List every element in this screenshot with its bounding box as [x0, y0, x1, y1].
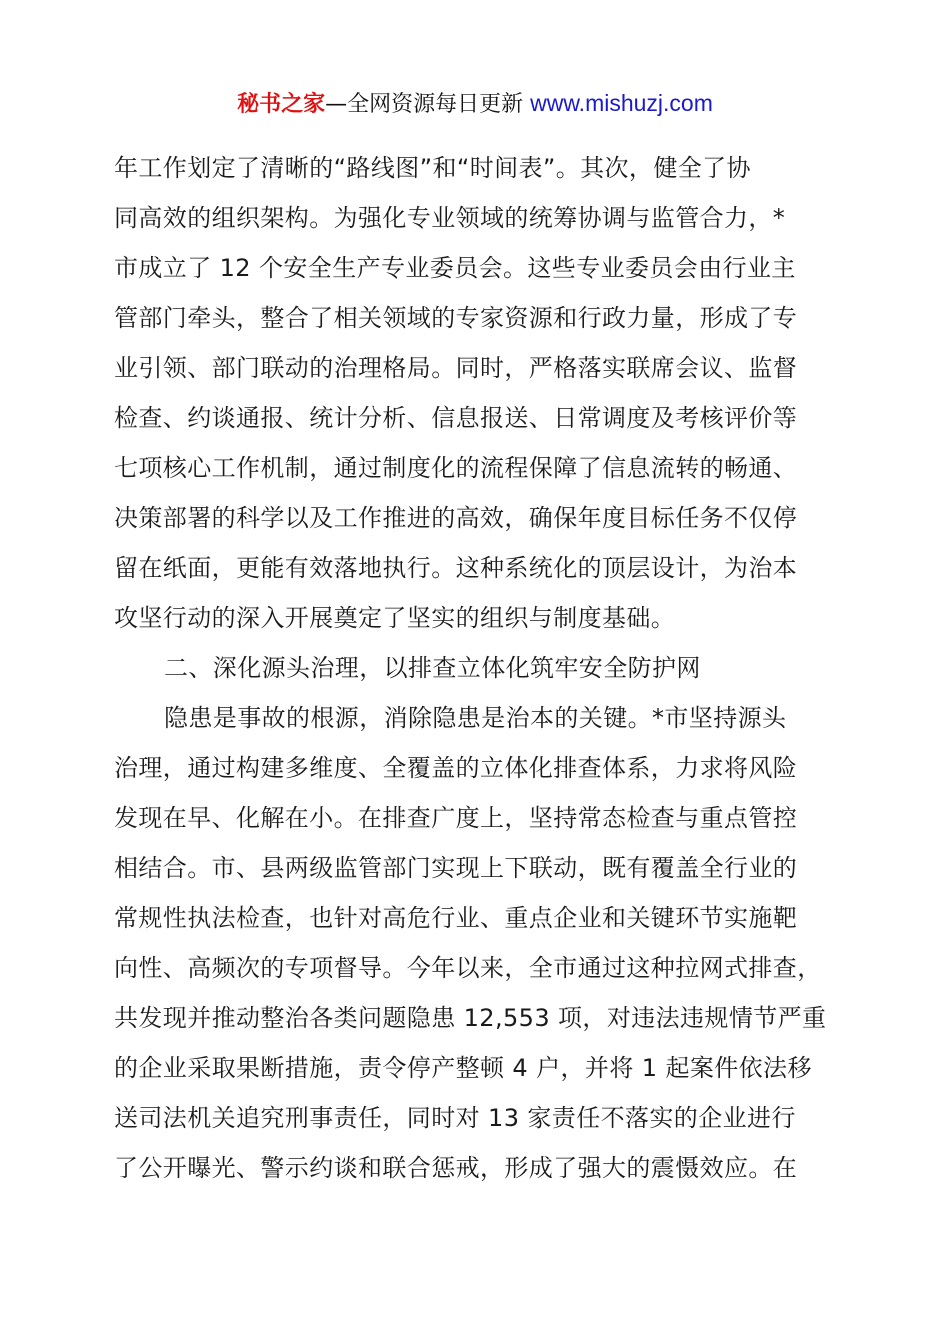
- text-line: 同高效的组织架构。为强化专业领域的统筹协调与监管合力，*: [114, 204, 786, 232]
- text-line: 决策部署的科学以及工作推进的高效，确保年度目标任务不仅停: [114, 504, 798, 532]
- text-line: 常规性执法检查，也针对高危行业、重点企业和关键环节实施靶: [114, 904, 798, 932]
- text-line: 年工作划定了清晰的“路线图”和“时间表”。其次，健全了协: [114, 154, 751, 182]
- text-line: 治理，通过构建多维度、全覆盖的立体化排查体系，力求将风险: [114, 754, 798, 782]
- section-heading: 二、深化源头治理，以排查立体化筑牢安全防护网: [164, 654, 701, 682]
- site-header: [0, 86, 950, 122]
- document-body: [114, 143, 834, 1193]
- text-line: 留在纸面，更能有效落地执行。这种系统化的顶层设计，为治本: [114, 554, 798, 582]
- brand-name: 秘书之家: [237, 92, 326, 117]
- text-line: 送司法机关追究刑事责任，同时对 13 家责任不落实的企业进行: [114, 1104, 796, 1132]
- text-line: 攻坚行动的深入开展奠定了坚实的组织与制度基础。: [114, 604, 676, 632]
- text-line: 市成立了 12 个安全生产专业委员会。这些专业委员会由行业主: [114, 254, 796, 282]
- site-url-link[interactable]: www.mishuzj.com: [530, 90, 713, 116]
- text-line: 检查、约谈通报、统计分析、信息报送、日常调度及考核评价等: [114, 404, 798, 432]
- paragraph-first-line: 隐患是事故的根源，消除隐患是治本的关键。*市坚持源头: [164, 704, 787, 732]
- text-line: 了公开曝光、警示约谈和联合惩戒，形成了强大的震慑效应。在: [114, 1154, 798, 1182]
- text-line: 业引领、部门联动的治理格局。同时，严格落实联席会议、监督: [114, 354, 798, 382]
- header-tagline: —全网资源每日更新: [325, 92, 531, 117]
- text-line: 向性、高频次的专项督导。今年以来，全市通过这种拉网式排查，: [114, 954, 822, 982]
- text-line: 相结合。市、县两级监管部门实现上下联动，既有覆盖全行业的: [114, 854, 798, 882]
- text-line: 共发现并推动整治各类问题隐患 12,553 项，对违法违规情节严重: [114, 1004, 827, 1032]
- text-line: 管部门牵头，整合了相关领域的专家资源和行政力量，形成了专: [114, 304, 798, 332]
- text-line: 发现在早、化解在小。在排查广度上，坚持常态检查与重点管控: [114, 804, 798, 832]
- text-line: 的企业采取果断措施，责令停产整顿 4 户，并将 1 起案件依法移: [114, 1054, 812, 1082]
- text-line: 七项核心工作机制，通过制度化的流程保障了信息流转的畅通、: [114, 454, 798, 482]
